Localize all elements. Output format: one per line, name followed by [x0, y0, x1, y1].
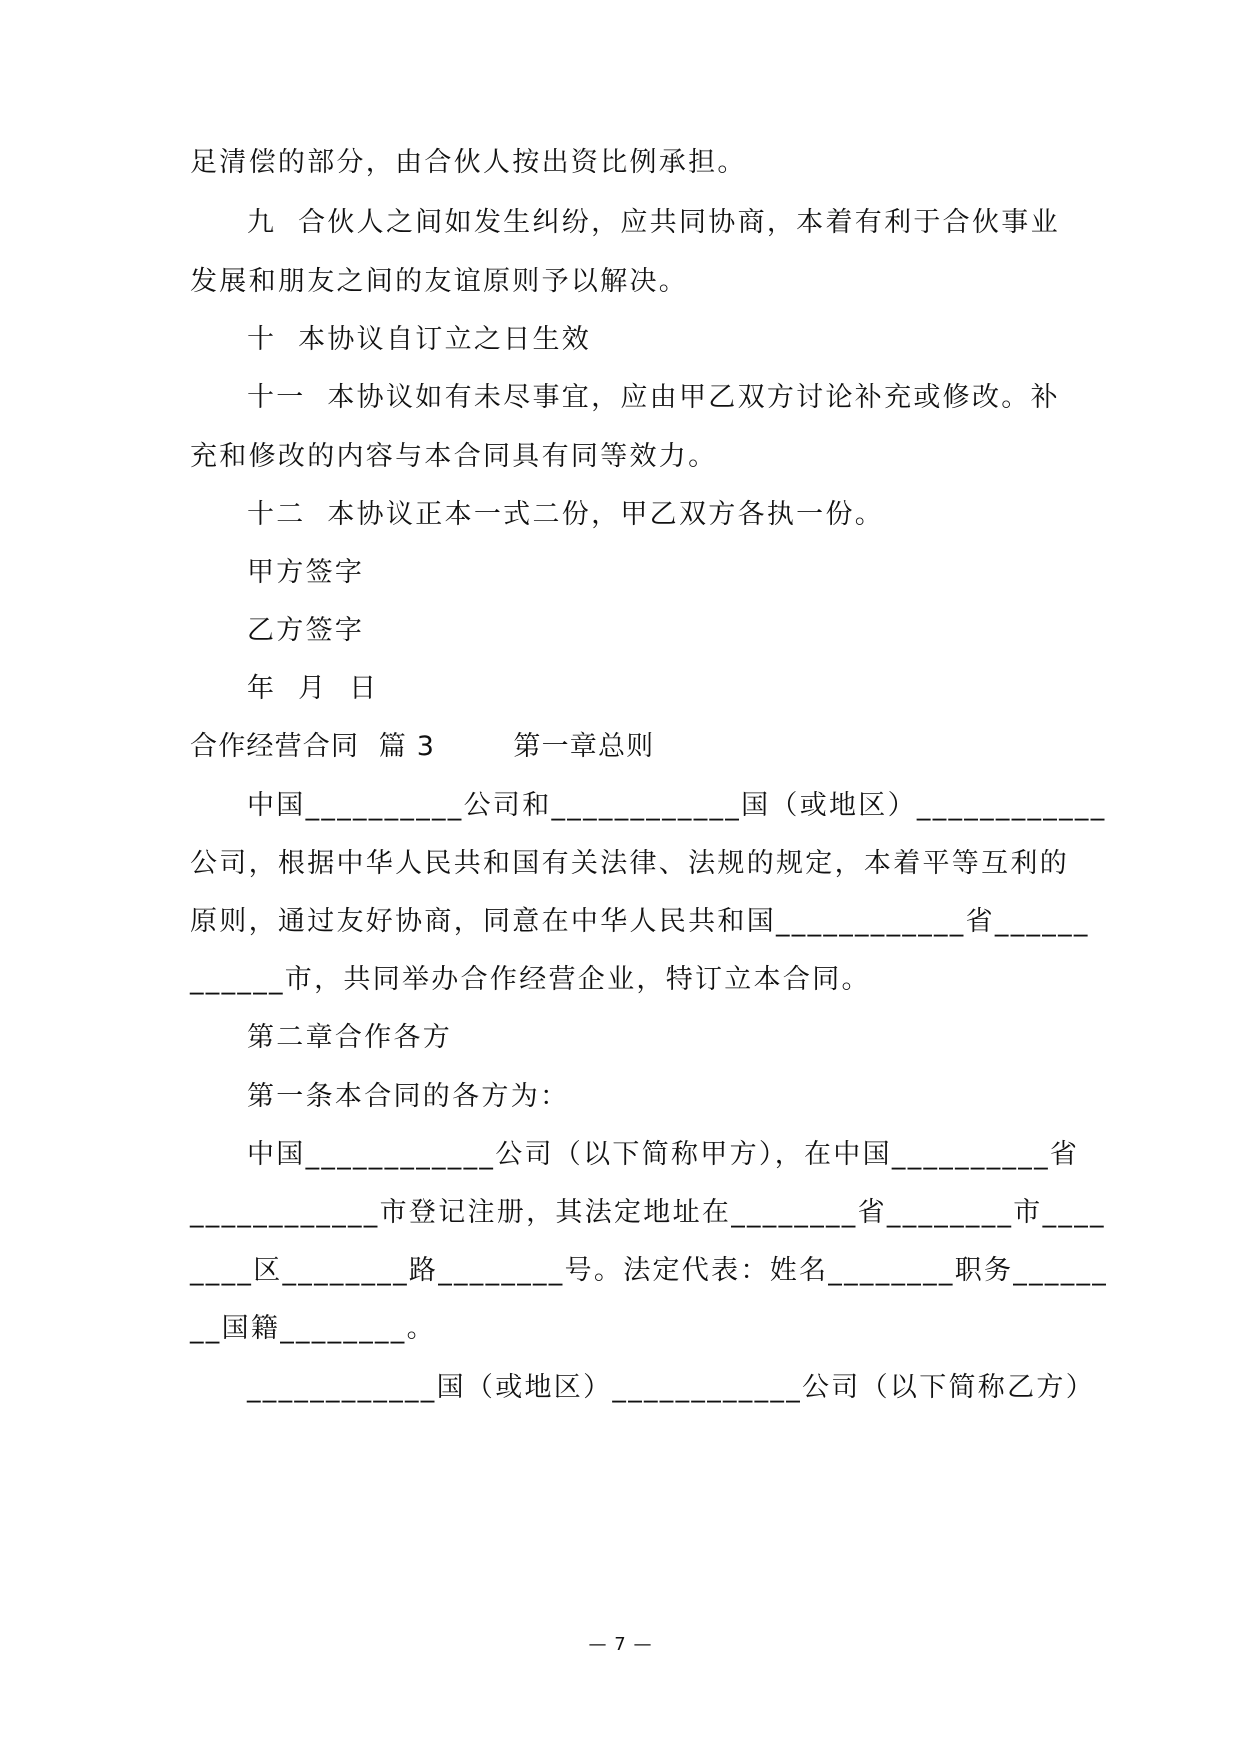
article-heading: 第一条本合同的各方为：	[247, 1081, 570, 1112]
chapter-heading: 第二章合作各方	[247, 1022, 453, 1053]
paragraph-line: 九 合伙人之间如发生纠纷，应共同协商，本着有利于合伙事业	[247, 207, 1060, 238]
paragraph-line: ____________市登记注册，其法定地址在________省________市____	[190, 1197, 1106, 1228]
signature-label: 甲方签字	[247, 557, 365, 588]
paragraph-line: 中国____________公司（以下简称甲方），在中国__________省	[247, 1139, 1080, 1170]
paragraph-line: 公司，根据中华人民共和国有关法律、法规的规定，本着平等互利的	[190, 848, 1069, 879]
paragraph-line: 发展和朋友之间的友谊原则予以解决。	[190, 266, 689, 297]
page-number: — 7 —	[588, 1634, 653, 1655]
paragraph-line: 足清偿的部分，由合伙人按出资比例承担。	[190, 147, 747, 178]
paragraph-line: 充和修改的内容与本合同具有同等效力。	[190, 441, 718, 472]
signature-label: 乙方签字	[247, 615, 365, 646]
paragraph-line: 原则，通过友好协商，同意在中华人民共和国____________省______	[190, 906, 1090, 937]
paragraph-line: ____区________路________号。法定代表：姓名________职务______	[190, 1255, 1109, 1286]
paragraph-line: 十 本协议自订立之日生效	[247, 324, 592, 355]
paragraph-line: ____________国（或地区）____________公司（以下简称乙方）	[247, 1372, 1095, 1403]
section-title: 合作经营合同 篇 3 第一章总则	[190, 731, 655, 762]
date-line: 年 月 日	[247, 673, 379, 704]
paragraph-line: 十一 本协议如有未尽事宜，应由甲乙双方讨论补充或修改。补	[247, 382, 1060, 413]
paragraph-line: 中国__________公司和____________国（或地区）____________	[247, 790, 1107, 821]
paragraph-line: 十二 本协议正本一式二份，甲乙双方各执一份。	[247, 499, 885, 530]
paragraph-line: __国籍________。	[190, 1313, 436, 1344]
paragraph-line: ______市，共同举办合作经营企业，特订立本合同。	[190, 964, 871, 995]
